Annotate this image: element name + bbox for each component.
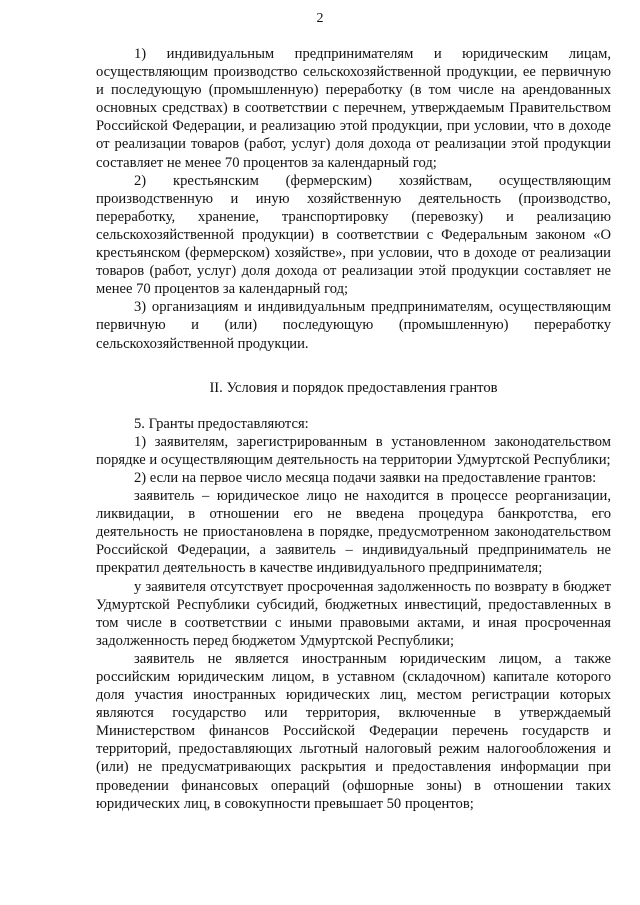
condition-no-debt: у заявителя отсутствует просроченная задолженность по возврату в бюджет Удмуртской Республики субсидий, бюджетных инвестиций, предоставленных в том числе в соответствии с иными правовыми актами, и иная просроченная задолженность перед бюджетом Удмуртской Республики;	[96, 578, 611, 649]
clause-5-item-2: 2) если на первое число месяца подачи заявки на предоставление грантов:	[134, 469, 597, 486]
condition-no-reorganization: заявитель – юридическое лицо не находится в процессе реорганизации, ликвидации, в отношении его не введена процедура банкротства, его деятельность не приостановлена в порядке, предусмотренном законодательством Российской Федерации, а заявитель – индивидуальный предприниматель не прекратил деятельность в качестве индивидуального предпринимателя;	[96, 488, 611, 577]
list-item-farm-households: 2) крестьянским (фермерским) хозяйствам, осуществляющим производственную и иную хозяйственную деятельность (производство, переработку, хранение, транспортировку (перевозку) и реализацию сельскохозяйственной продукции) в соответствии с Федеральным законом «О крестьянском (фермерском) хозяйстве», при условии, что в доходе от реализации товаров (работ, услуг) доля дохода от реализации этой продукции составляет не менее 70 процентов за календарный год;	[96, 172, 611, 298]
section-heading: II. Условия и порядок предоставления грантов	[209, 379, 498, 396]
list-item-organizations: 3) организациям и индивидуальным предпринимателям, осуществляющим первичную и (или) последующую (промышленную) переработку сельскохозяйственной продукции.	[96, 299, 611, 352]
page-number: 2	[316, 11, 324, 26]
condition-not-foreign-entity: заявитель не является иностранным юридическим лицом, а также российским юридическим лицом, в уставном (складочном) капитале которого доля участия иностранных юридических лиц, местом регистрации которых являются государство или территория, включенные в утверждаемый Министерством финансов Российской Федерации перечень государств и территорий, предоставляющих льготный налоговый режим налогообложения и (или) не предусматривающих раскрытия и предоставления информации при проведении финансовых операций (офшорные зоны) в отношении таких юридических лиц, в совокупности превышает 50 процентов;	[96, 650, 611, 812]
document-body	[96, 45, 611, 813]
clause-5-item-1: 1) заявителям, зарегистрированным в установленном законодательством порядке и осуществляющим деятельность на территории Удмуртской Республики;	[96, 433, 611, 468]
list-item-individual-entrepreneurs: 1) индивидуальным предпринимателям и юридическим лицам, осуществляющим производство сельскохозяйственной продукции, ее первичную и последующую (промышленную) переработку (в том числе на арендованных основных средствах) в соответствии с перечнем, утверждаемым Правительством Российской Федерации, и реализацию этой продукции, при условии, что в доходе от реализации товаров (работ, услуг) доля дохода от реализации этой продукции составляет не менее 70 процентов за календарный год;	[96, 46, 611, 171]
clause-5-intro: 5. Гранты предоставляются:	[134, 415, 309, 432]
